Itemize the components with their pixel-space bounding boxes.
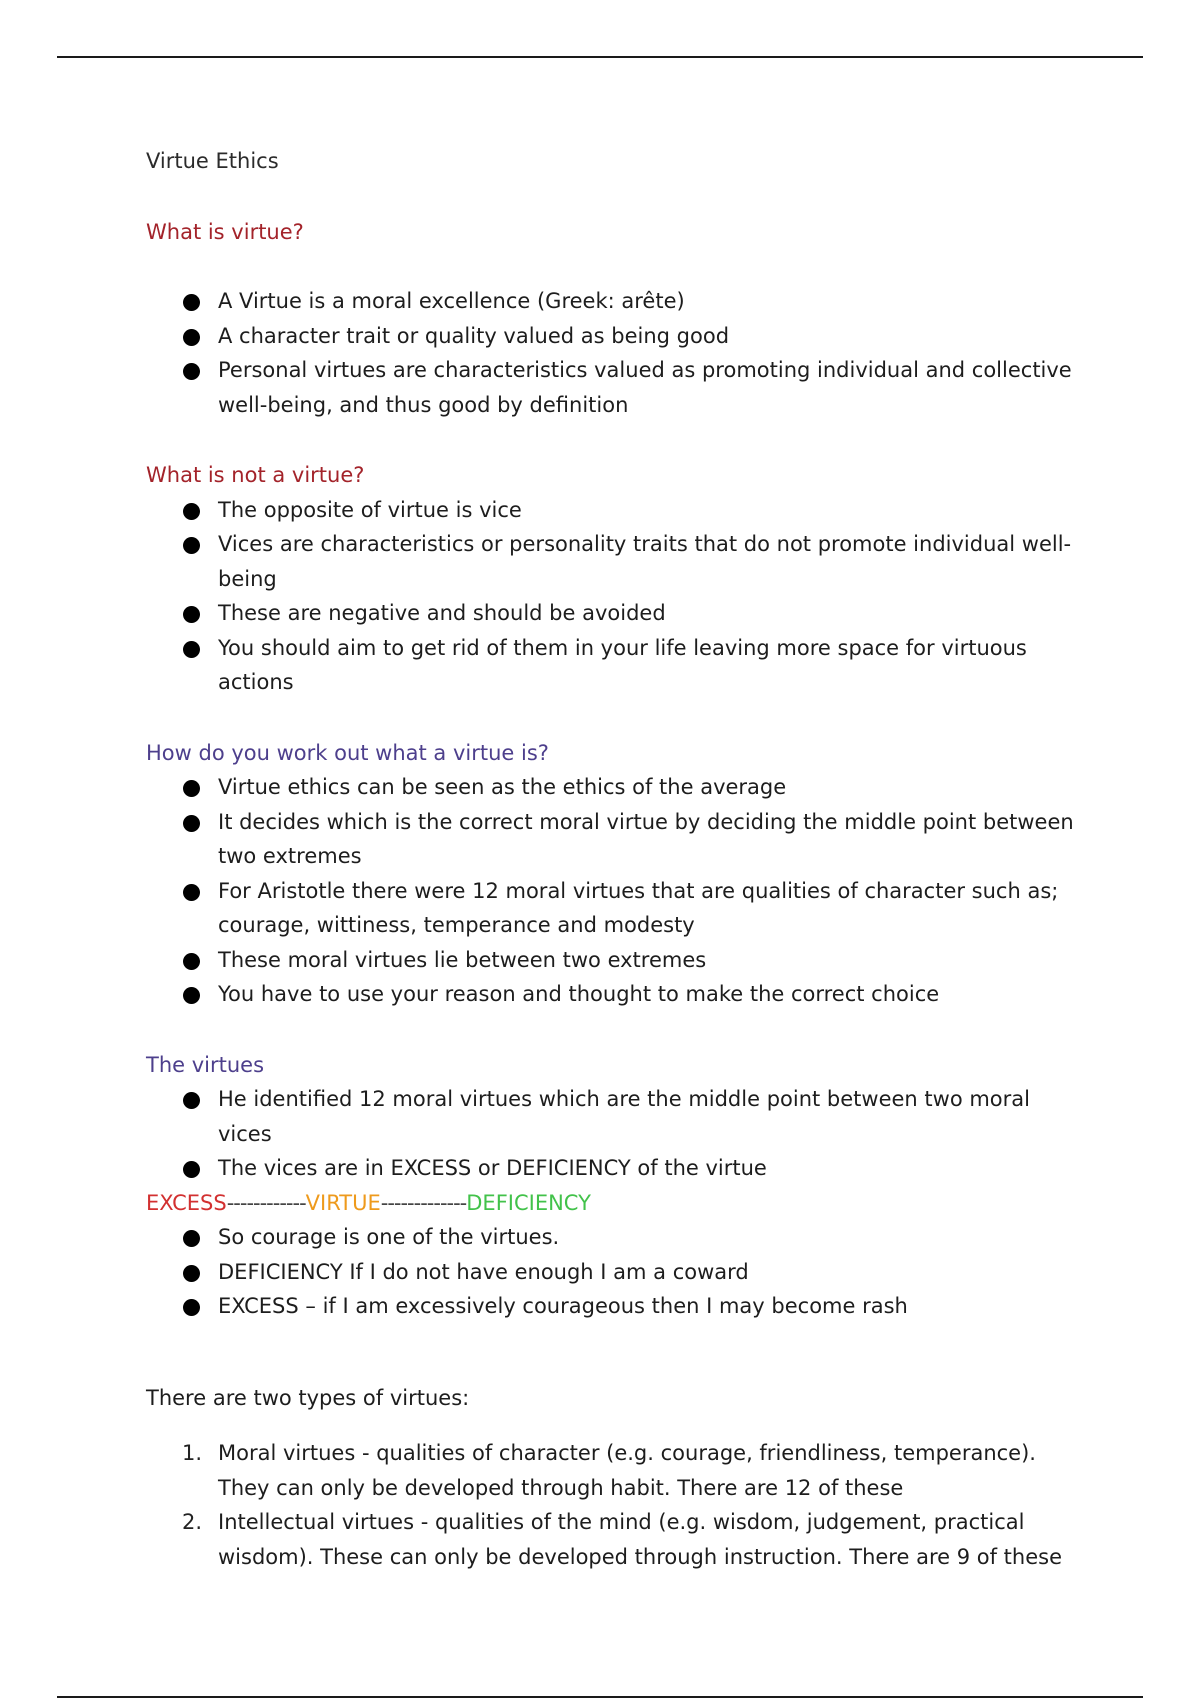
types-intro: There are two types of virtues: (146, 1385, 470, 1410)
types-list (146, 1436, 1076, 1574)
list-number: 1. (182, 1441, 203, 1465)
document-title: Virtue Ethics (146, 149, 279, 173)
bullet-icon (183, 537, 200, 554)
list-item: These moral virtues lie between two extremes (146, 943, 1076, 978)
the-virtues-list-a (146, 1082, 1076, 1186)
list-item: You should aim to get rid of them in your life leaving more space for virtuous actions (146, 631, 1076, 700)
list-item: A character trait or quality valued as being good (146, 319, 1076, 354)
list-item: So courage is one of the virtues. (146, 1220, 1076, 1255)
bullet-icon (183, 1161, 200, 1178)
bullet-icon (183, 780, 200, 797)
document-body (146, 144, 1076, 1574)
excess-virtue-deficiency-scale (146, 1186, 1076, 1221)
list-item: DEFICIENCY If I do not have enough I am a coward (146, 1255, 1076, 1290)
list-item: Vices are characteristics or personality traits that do not promote individual well-being (146, 527, 1076, 596)
how-work-out-list (146, 770, 1076, 1012)
bullet-icon (183, 987, 200, 1004)
what-is-virtue-list (146, 284, 1076, 422)
bullet-icon (183, 294, 200, 311)
bullet-icon (183, 1299, 200, 1316)
scale-dashes: ------------- (380, 1190, 467, 1215)
bottom-rule (57, 1696, 1143, 1698)
list-item: A Virtue is a moral excellence (Greek: arête) (146, 284, 1076, 319)
heading-how-work-out: How do you work out what a virtue is? (146, 740, 549, 765)
bullet-icon (183, 329, 200, 346)
bullet-icon (183, 363, 200, 380)
scale-virtue-label: VIRTUE (305, 1190, 381, 1215)
scale-excess-label: EXCESS (146, 1190, 227, 1215)
list-item: These are negative and should be avoided (146, 596, 1076, 631)
list-item: EXCESS – if I am excessively courageous then I may become rash (146, 1289, 1076, 1324)
bullet-icon (183, 884, 200, 901)
list-item: He identified 12 moral virtues which are the middle point between two moral vices (146, 1082, 1076, 1151)
bullet-icon (183, 815, 200, 832)
list-item: For Aristotle there were 12 moral virtues that are qualities of character such as; courage, wittiness, temperance and modesty (146, 874, 1076, 943)
bullet-icon (183, 503, 200, 520)
scale-deficiency-label: DEFICIENCY (466, 1190, 591, 1215)
list-item: You have to use your reason and thought to make the correct choice (146, 977, 1076, 1012)
list-item: 2. Intellectual virtues - qualities of the mind (e.g. wisdom, judgement, practical wisdom). These can only be developed through instruction. There are 9 of these (146, 1505, 1076, 1574)
bullet-icon (183, 1092, 200, 1109)
list-item: The vices are in EXCESS or DEFICIENCY of the virtue (146, 1151, 1076, 1186)
list-item: Personal virtues are characteristics valued as promoting individual and collective well-being, and thus good by definition (146, 353, 1076, 422)
bullet-icon (183, 641, 200, 658)
the-virtues-list-b (146, 1220, 1076, 1324)
heading-what-is-not-virtue: What is not a virtue? (146, 463, 365, 487)
bullet-icon (183, 1265, 200, 1282)
list-number: 2. (182, 1510, 203, 1534)
bullet-icon (183, 606, 200, 623)
list-item: The opposite of virtue is vice (146, 493, 1076, 528)
bullet-icon (183, 1230, 200, 1247)
list-item: 1. Moral virtues - qualities of character (e.g. courage, friendliness, temperance). They can only be developed through habit. There are 12 of these (146, 1436, 1076, 1505)
what-is-not-virtue-list (146, 493, 1076, 700)
list-item: It decides which is the correct moral virtue by deciding the middle point between two extremes (146, 805, 1076, 874)
list-item: Virtue ethics can be seen as the ethics of the average (146, 770, 1076, 805)
heading-the-virtues: The virtues (146, 1052, 265, 1077)
scale-dashes: ------------ (226, 1190, 306, 1215)
bullet-icon (183, 953, 200, 970)
heading-what-is-virtue: What is virtue? (146, 219, 304, 244)
top-rule (57, 56, 1143, 58)
